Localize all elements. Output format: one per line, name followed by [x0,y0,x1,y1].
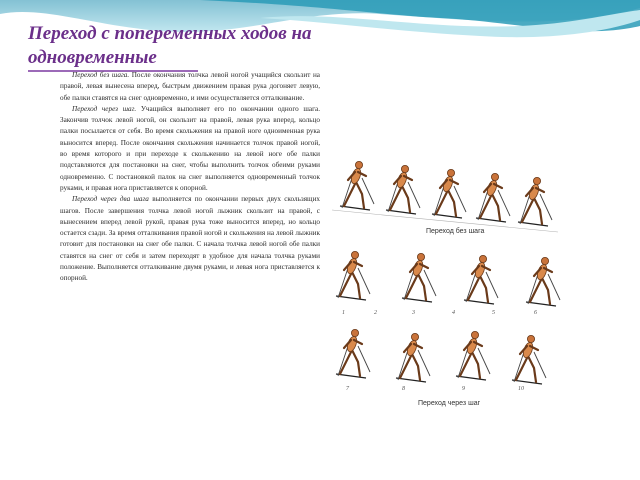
skier-figure [526,257,560,306]
row2-skiers [336,251,560,306]
slide-title [28,22,428,70]
document-text [60,70,320,415]
paragraph-transition-two-steps [60,194,320,284]
figure-number: 8 [402,386,405,392]
skier-figures [322,132,568,414]
figure-number: 1 [342,310,345,316]
row3-skiers [336,329,546,384]
paragraph-transition-one-step [60,104,320,194]
skier-figure [432,169,466,218]
figure-number: 4 [452,310,455,316]
skier-figure [518,177,552,226]
paragraph-label: Переход через два шага [72,195,149,204]
skier-figure [336,251,370,300]
skier-figure [340,161,374,210]
skier-figure [402,253,436,302]
slide-title-line2: одновременные [28,47,157,68]
caption-one-step: Переход через шаг [418,400,481,407]
skier-figure [386,165,420,214]
figure-number: 6 [534,310,537,316]
paragraph-label: Переход без шага. [72,71,130,79]
skier-figure [464,255,498,304]
figure-number: 7 [346,386,349,392]
caption-no-step: Переход без шага [426,228,485,235]
figure-number: 2 [374,310,377,316]
skier-figure [396,333,430,382]
figure-number: 5 [492,310,495,316]
row1-skiers [332,161,558,232]
figure-number: 10 [518,386,524,392]
skier-figure [456,331,490,380]
slide-title-line1: Переход с попеременных ходов на [28,23,312,44]
skier-illustration [322,132,568,414]
paragraph-transition-no-step [60,70,320,104]
paragraph-body: выполняется по окончании первых двух скользящих шагов. После завершения толчка левой ногой лыжник скользит на правой, с вынесением вперед левой рукой, правая рука тоже выносится вперед, но кольцо остается сзади. За время отталкивания правой ногой и скольжения на левой лыжник готовит для постановки на снег обе палки. С начала толчка левой ногой обе палки ставятся на снег от себя и затем переходят в удобное для начала толчка руками положение. Выполняется отталкивание двумя руками, и левая нога приставляется к опорной. [60,195,321,283]
skier-figure [512,335,546,384]
figure-number: 3 [412,310,415,316]
paragraph-body: После окончания толчка левой ногой учащийся скользит на правой, левая вынесена вперед, быстрым движением правая рука догоняет левую, обе палки ставятся на снег одновременно, и ими осуществляется отталкивание. [60,71,320,102]
skier-figure [336,329,370,378]
figure-number: 9 [462,386,465,392]
paragraph-body: Учащийся выполняет его по окончании одного шага. Закончив толчок левой ногой, он скользит на правой, левая рука вперед, кольцо палки посылается от себя. Во время скольжения на правой ноге одноименная рука выносится вперед. После окончания скольжения начинается толчок правой ногой, во время которого и при переходе к скольжению на левой ноге обе палки подставляются для постановки на снег, чтобы выполнить толчок обеими руками одновременно. С постановкой палок на снег выполняется одновременный толчок руками, и правая нога приставляется к опорной. [60,104,320,192]
paragraph-label: Переход через шаг. [72,104,137,113]
skier-figure [476,173,510,222]
